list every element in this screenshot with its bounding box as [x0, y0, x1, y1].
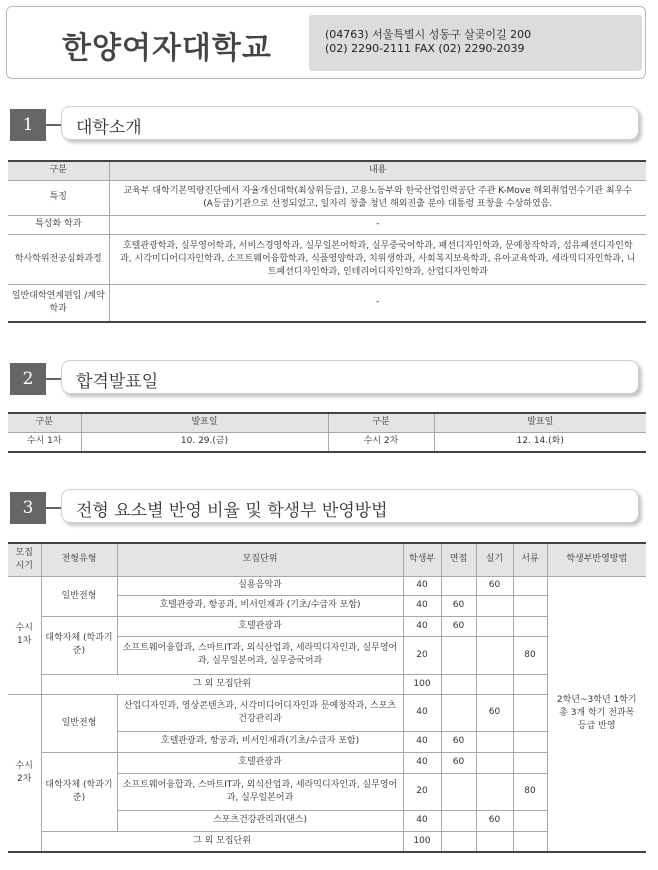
record-value: 40 — [403, 595, 441, 616]
unit-cell: 실용음악과 — [117, 576, 403, 595]
row-label: 특징 — [8, 180, 109, 215]
section-title: 합격발표일 — [76, 372, 159, 392]
documents-value: 80 — [513, 773, 547, 810]
interview-value: 60 — [441, 752, 476, 773]
method-cell: 2학년~3학년 1학기 총 3개 학기 전과목 등급 반영 — [547, 576, 646, 852]
contact-info-box — [309, 15, 642, 71]
practical-value: 60 — [476, 694, 513, 731]
interview-value: 60 — [441, 595, 476, 616]
practical-value — [476, 595, 513, 616]
header-unit: 모집단위 — [117, 543, 403, 576]
type-label: 대학자체 (학과기준) — [41, 616, 117, 674]
row-label: 일반대학연계편입 /계약학과 — [8, 284, 109, 322]
type-label: 일반전형 — [41, 576, 117, 616]
unit-cell: 호텔관광과 — [117, 752, 403, 773]
row-content: 호텔관광학과, 실무영어학과, 서비스경영학과, 실무일본어학과, 실무중국어학과, 패션디자인학과, 문예창작학과, 섬유패션디자인학과, 시각미디어디자인학과, 소프트웨어융합학과, 식품영양학과, 치위생학과, 사회복지보육학과, 유아교육학과, 세라믹디자인학과, 니트패션디자인학과, 인테리어디자인학과, 산업디자인학과 — [109, 234, 646, 284]
type-label: 대학자체 (학과기준) — [41, 752, 117, 831]
table-row — [8, 180, 646, 215]
university-intro-table — [8, 160, 646, 323]
connector-line — [46, 124, 61, 126]
record-value: 100 — [403, 674, 441, 694]
record-value: 20 — [403, 636, 441, 674]
unit-cell: 호텔관광과, 항공과, 비서인재과 (기초/수급자 포함) — [117, 595, 403, 616]
interview-value — [441, 636, 476, 674]
round-label: 수시 2차 — [328, 432, 434, 452]
university-name: 한양여자대학교 — [62, 31, 272, 66]
practical-value — [476, 731, 513, 752]
header-record: 학생부 — [403, 543, 441, 576]
type-label: 일반전형 — [41, 694, 117, 752]
unit-cell: 호텔관광과, 항공과, 비서인재과(기초/수급자 포함) — [117, 731, 403, 752]
row-content: - — [109, 215, 646, 234]
connector-line — [46, 507, 61, 509]
documents-value — [513, 576, 547, 595]
unit-cell: 스포츠건강관리과(댄스) — [117, 810, 403, 831]
row-label: 특성화 학과 — [8, 215, 109, 234]
section-title-box — [61, 106, 639, 140]
record-value: 40 — [403, 616, 441, 636]
university-header — [6, 6, 646, 79]
table-row — [8, 215, 646, 234]
row-content: - — [109, 284, 646, 322]
header-type: 전형유형 — [41, 543, 117, 576]
practical-value: 60 — [476, 810, 513, 831]
phone-fax: (02) 2290-2111 FAX (02) 2290-2039 — [325, 42, 525, 55]
round-label: 수시 1차 — [8, 432, 81, 452]
unit-cell: 그 외 모집단위 — [41, 831, 403, 852]
table-row — [8, 234, 646, 284]
unit-cell: 산업디자인과, 영상콘텐츠과, 시각미디어디자인과 문예창작과, 스포츠건강관리과 — [117, 694, 403, 731]
documents-value — [513, 831, 547, 852]
interview-value — [441, 810, 476, 831]
header-date: 발표일 — [81, 413, 328, 432]
section-2-heading — [6, 358, 646, 398]
section-number: 1 — [10, 109, 46, 141]
documents-value: 80 — [513, 636, 547, 674]
unit-cell: 소프트웨어융합과, 스마트IT과, 외식산업과, 세라믹디자인과, 실무영어과, 실무일본어과 — [117, 773, 403, 810]
record-value: 40 — [403, 810, 441, 831]
interview-value — [441, 576, 476, 595]
section-title: 대학소개 — [76, 118, 142, 138]
record-value: 40 — [403, 576, 441, 595]
documents-value — [513, 674, 547, 694]
header-date: 발표일 — [434, 413, 646, 432]
unit-cell: 소프트웨어융합과, 스마트IT과, 외식산업과, 세라믹디자인과, 실무영어과, 실무일본어과, 실무중국어과 — [117, 636, 403, 674]
section-number: 2 — [10, 363, 46, 395]
header-method: 학생부반영방법 — [547, 543, 646, 576]
documents-value — [513, 694, 547, 731]
header-category: 구분 — [8, 413, 81, 432]
record-value: 20 — [403, 773, 441, 810]
practical-value: 60 — [476, 576, 513, 595]
section-title-box — [61, 360, 639, 394]
section-1-heading — [6, 104, 646, 144]
header-interview: 면접 — [441, 543, 476, 576]
section-title-box — [61, 489, 639, 523]
interview-value — [441, 831, 476, 852]
table-row — [8, 576, 646, 595]
table-row — [8, 284, 646, 322]
header-content: 내용 — [109, 161, 646, 180]
announce-date: 12. 14.(화) — [434, 432, 646, 452]
interview-value — [441, 674, 476, 694]
table-row — [8, 432, 646, 452]
record-value: 40 — [403, 752, 441, 773]
documents-value — [513, 616, 547, 636]
practical-value — [476, 616, 513, 636]
section-3-heading — [6, 487, 646, 527]
row-label: 학사학위전공심화과정 — [8, 234, 109, 284]
address: (04763) 서울특별시 성동구 살곶이길 200 — [325, 28, 532, 41]
record-value: 40 — [403, 694, 441, 731]
header-category: 구분 — [8, 161, 109, 180]
section-title: 전형 요소별 반영 비율 및 학생부 반영방법 — [76, 501, 388, 521]
header-category: 구분 — [328, 413, 434, 432]
record-value: 40 — [403, 731, 441, 752]
documents-value — [513, 595, 547, 616]
interview-value: 60 — [441, 616, 476, 636]
announcement-table — [8, 412, 646, 453]
header-period: 모집 시기 — [8, 543, 41, 576]
period-label: 수시 2차 — [8, 694, 41, 852]
documents-value — [513, 810, 547, 831]
documents-value — [513, 752, 547, 773]
practical-value — [476, 752, 513, 773]
section-number: 3 — [10, 492, 46, 524]
interview-value — [441, 694, 476, 731]
practical-value — [476, 636, 513, 674]
practical-value — [476, 773, 513, 810]
unit-cell: 호텔관광과 — [117, 616, 403, 636]
documents-value — [513, 731, 547, 752]
period-label: 수시 1차 — [8, 576, 41, 694]
unit-cell: 그 외 모집단위 — [41, 674, 403, 694]
practical-value — [476, 831, 513, 852]
record-value: 100 — [403, 831, 441, 852]
interview-value — [441, 773, 476, 810]
connector-line — [46, 378, 61, 380]
header-documents: 서류 — [513, 543, 547, 576]
row-content: 교육부 대학기본역량진단에서 자율개선대학(최상위등급), 고용노동부와 한국산업인력공단 주관 K-Move 해외취업연수기관 최우수(A등급)기관으로 선정되었고, 일자리 창출 청년 해외진출 분야 대통령 표창을 수상하였음. — [109, 180, 646, 215]
selection-ratio-table — [8, 542, 646, 853]
announce-date: 10. 29.(금) — [81, 432, 328, 452]
header-practical: 실기 — [476, 543, 513, 576]
practical-value — [476, 674, 513, 694]
interview-value: 60 — [441, 731, 476, 752]
